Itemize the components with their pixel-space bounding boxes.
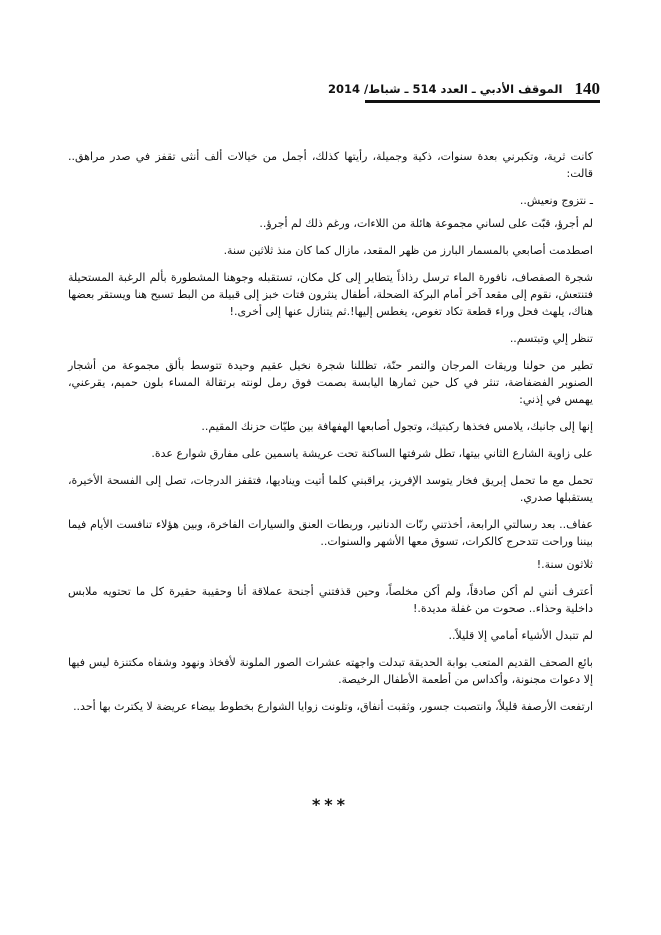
page-number: 140 (574, 79, 600, 98)
paragraph: شجرة الصفصاف، نافورة الماء ترسل رذاذاً يتطاير إلى كل مكان، تستقبله وجوهنا المشطورة بألم الرغبة المستحيلة فتنتعش، نقوم إلى مقعد آخر أمام البركة الضحلة، أطفال ينثرون فتات خبز إلى قبيلة من البط تسبح هنا ويستقر بعضها هناك، يلهث فحل وراء قطعة تكاد تغوص، يغطس إليها!.ثم يتنازل عنها إلى أخرى.! (68, 271, 593, 318)
paragraph: تنظر إلي وتبتسم.. (509, 332, 593, 345)
paragraph: لم أجرؤ، قبّت على لساني مجموعة هائلة من اللاءات، ورغم ذلك لم أجرؤ.. (259, 217, 593, 230)
page-header (328, 79, 600, 99)
header-rule (365, 100, 600, 103)
paragraph: ـ نتزوج ونعيش.. (519, 194, 593, 207)
paragraph: تطير من حولنا وريقات المرجان والتمر حنّة، تظللنا شجرة نخيل عقيم وحيدة تتوسط بألق مجموعة من أشجار الصنوبر الفضفاضة، تنثر في كل حين ثمارها اليابسة بصمت فوق رمل لونته برتقالة المساء بلون حميم، يقرعني، يهمس في إذني: (68, 359, 593, 406)
paragraph: كانت ثرية، وتكبرني بعدة سنوات، ذكية وجميلة، رأيتها كذلك، أجمل من خيالات ألف أنثى تقفز في صدر مراهق.. قالت: (68, 150, 593, 180)
paragraph: عفاف.. بعد رسالتي الرابعة، أخذتني رنّات الدنانير، وربطات العنق والسيارات الفاخرة، وبين هؤلاء تنافست الأيام فيما بيننا وراحت تتدحرج كالكرات، تسوق معها الأشهر والسنوات.. (68, 518, 593, 548)
paragraph: إنها إلى جانبك، يلامس فخذها ركبتيك، وتجول أصابعها الهفهافة بين طيّات حزنك المقيم.. (201, 420, 593, 433)
paragraph: على زاوية الشارع الثاني بيتها، تطل شرفتها الساكنة تحت عريشة ياسمين على مفارق شوارع عدة. (151, 447, 593, 460)
journal-title: الموقف الأدبي ـ العدد 514 ـ شباط/ 2014 (328, 82, 563, 96)
paragraph: بائع الصحف القديم المتعب بوابة الحديقة تبدلت واجهته عشرات الصور الملونة لأفخاذ ونهود وشفاه مكتنزة ليس فيها إلا دعوات مجنونة، وأكداس من أطعمة الأطفال الرخيصة. (68, 656, 593, 686)
paragraph: ارتفعت الأرصفة قليلاً، وانتصبت جسور، وثقبت أنفاق، وتلونت زوايا الشوارع بخطوط بيضاء عريضة لا يكترث بها أحد.. (73, 700, 593, 713)
section-separator: *** (311, 795, 350, 814)
paragraph: تحمل مع ما تحمل إبريق فخار يتوسد الإفريز، يراقبني كلما أتيت ويناديها، فتقفز الدرجات، تصل إلى الفسحة الأخيرة، يستقبلها صدري. (68, 474, 593, 504)
paragraph: أعترف أنني لم أكن صادقاً، ولم أكن مخلصاً، وحين قذفتني أجنحة عملاقة أنا وحقيبة حقيرة كل ما تحتويه ملابس داخلية وحذاء.. صحوت من غفلة مديدة.! (68, 585, 593, 615)
paragraph: اصطدمت أصابعي بالمسمار البارز من ظهر المقعد، مازال كما كان منذ ثلاثين سنة. (223, 244, 593, 257)
paragraph: ثلاثون سنة.! (536, 558, 593, 571)
paragraph: لم تتبدل الأشياء أمامي إلا قليلاً.. (448, 629, 593, 642)
article-body (68, 148, 593, 725)
